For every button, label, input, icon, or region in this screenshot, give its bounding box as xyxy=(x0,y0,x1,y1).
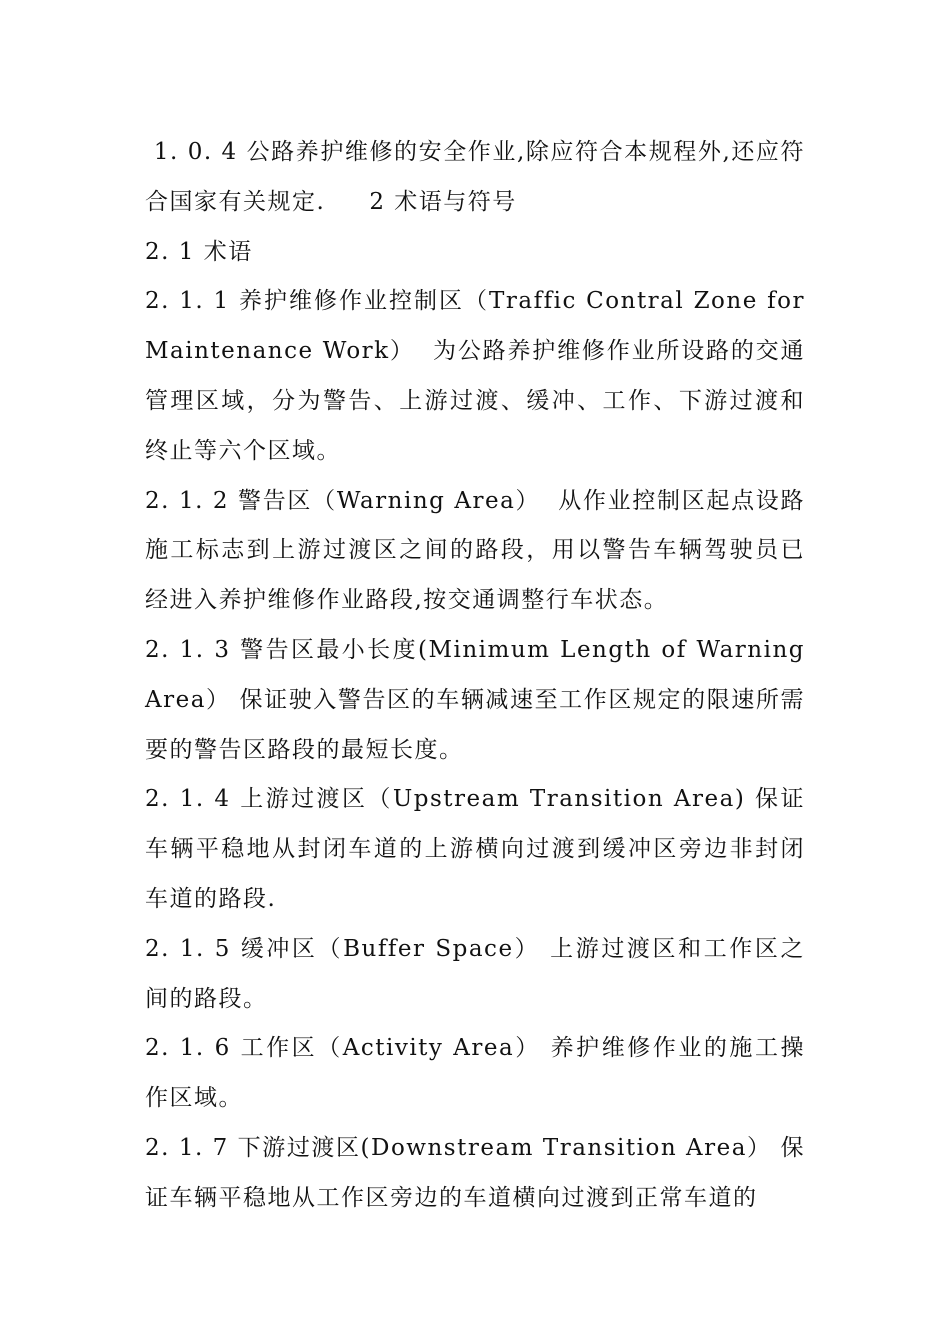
paragraph-2-1-3: 2. 1. 3 警告区最小长度(Minimum Length of Warning Area） 保证驶入警告区的车辆减速至工作区规定的限速所需要的警告区路段的最短长度。 xyxy=(145,636,814,763)
paragraph-2-1-5: 2. 1. 5 缓冲区（Buffer Space） 上游过渡区和工作区之间的路段。 xyxy=(145,935,805,1012)
paragraph-1-0-4: 1. 0. 4 公路养护维修的安全作业,除应符合本规程外,还应符合国家有关规定. 2 术语与符号 xyxy=(145,139,805,215)
paragraph-2-1-7: 2. 1. 7 下游过渡区(Downstream Transition Area） 保证车辆平稳地从工作区旁边的车道横向过渡到正常车道的 xyxy=(145,1134,805,1211)
section-heading-2-1: 2. 1 术语 xyxy=(145,238,253,265)
paragraph-2-1-1: 2. 1. 1 养护维修作业控制区（Traffic Contral Zone for Maintenance Work） 为公路养护维修作业所设路的交通管理区域，分为警告、上游过渡、缓冲、工作、下游过渡和终止等六个区域。 xyxy=(145,288,814,464)
paragraph-2-1-6: 2. 1. 6 工作区（Activity Area） 养护维修作业的施工操作区域。 xyxy=(145,1035,805,1112)
paragraph-2-1-4: 2. 1. 4 上游过渡区（Upstream Transition Area) 保证车辆平稳地从封闭车道的上游横向过渡到缓冲区旁边非封闭车道的路段. xyxy=(145,786,805,912)
paragraph-2-1-2: 2. 1. 2 警告区（Warning Area） 从作业控制区起点设路施工标志到上游过渡区之间的路段，用以警告车辆驾驶员已经进入养护维修作业路段,按交通调整行车状态。 xyxy=(145,487,805,614)
document-page xyxy=(145,128,814,1224)
